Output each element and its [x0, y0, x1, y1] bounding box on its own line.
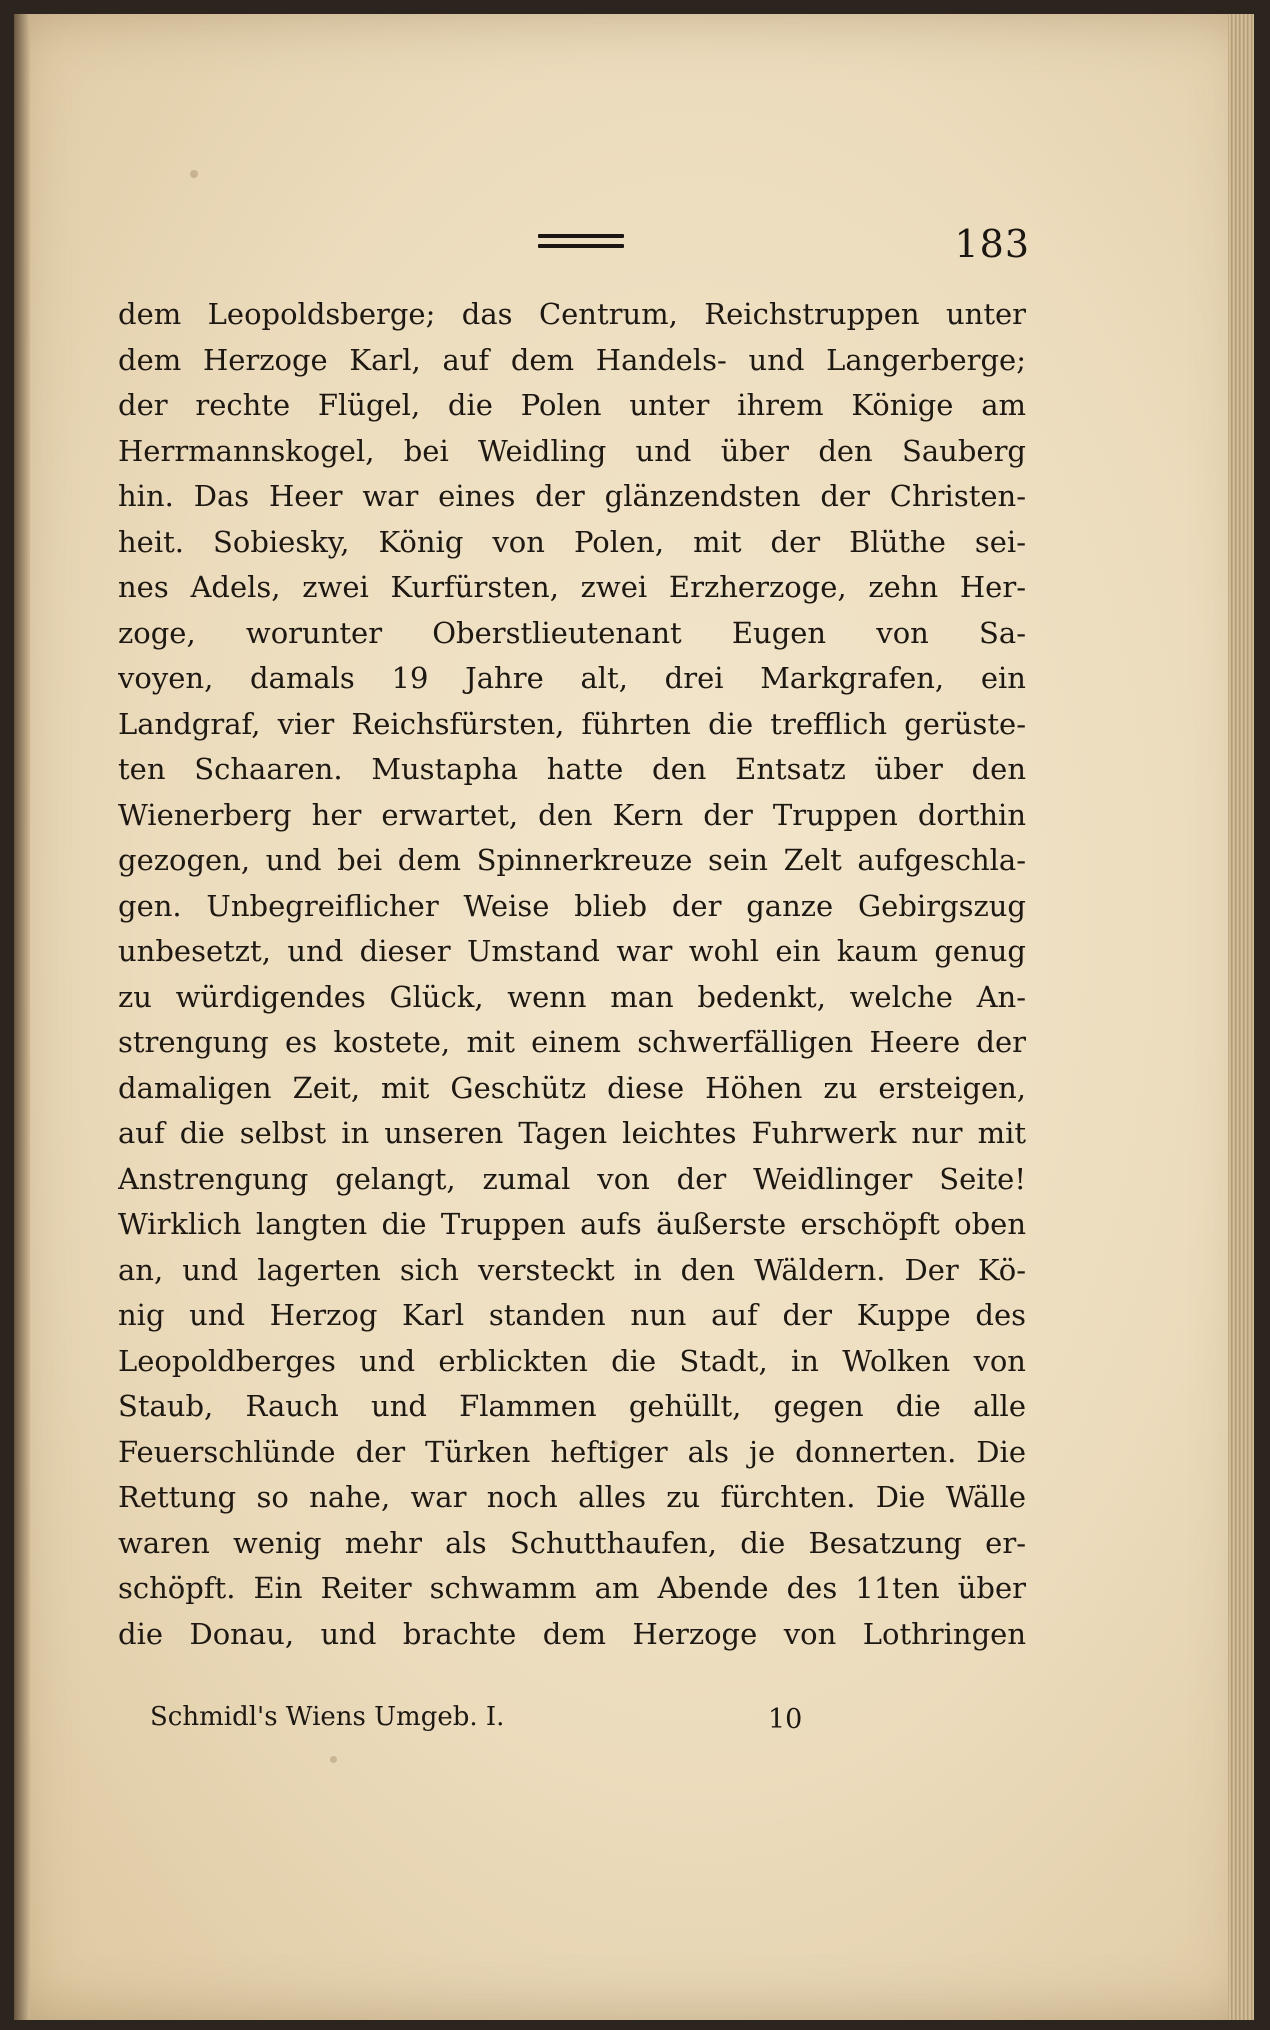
paper-spot: [330, 1756, 337, 1763]
text-line: strengung es kostete, mit einem schwerfälligen Heere der: [118, 1025, 1026, 1059]
text-line: Anstrengung gelangt, zumal von der Weidlinger Seite!: [118, 1161, 1026, 1196]
page-edges: [1228, 14, 1254, 2020]
text-line: nig und Herzog Karl standen nun auf der Kuppe des: [118, 1298, 1026, 1332]
text-line: Feuerschlünde der Türken heftiger als je donnerten. Die: [118, 1434, 1026, 1469]
text-line: hin. Das Heer war eines der glänzendsten der Christen-: [118, 479, 1026, 513]
text-line: zu würdigendes Glück, wenn man bedenkt, welche An-: [118, 979, 1026, 1014]
text-line: Rettung so nahe, war noch alles zu fürchten. Die Wälle: [118, 1480, 1026, 1514]
text-line: heit. Sobiesky, König von Polen, mit der Blüthe sei-: [118, 524, 1026, 559]
text-line: Wirklich langten die Truppen aufs äußerste erschöpft oben: [118, 1207, 1026, 1241]
text-line: unbesetzt, und dieser Umstand war wohl ein kaum genug: [118, 934, 1026, 968]
text-line: der rechte Flügel, die Polen unter ihrem Könige am: [118, 388, 1026, 422]
text-line: die Donau, und brachte dem Herzoge von Lothringen: [118, 1616, 1026, 1651]
page-number: 183: [954, 222, 1030, 266]
footer-signature: Schmidl's Wiens Umgeb. I.: [150, 1702, 505, 1732]
text-line: Herrmannskogel, bei Weidling und über den Sauberg: [118, 433, 1026, 468]
text-line: damaligen Zeit, mit Geschütz diese Höhen zu ersteigen,: [118, 1070, 1026, 1105]
text-line: waren wenig mehr als Schutthaufen, die Besatzung er-: [118, 1525, 1026, 1560]
text-line: auf die selbst in unseren Tagen leichtes Fuhrwerk nur mit: [118, 1116, 1026, 1150]
footer-sheet-number: 10: [768, 1704, 803, 1735]
text-line: nes Adels, zwei Kurfürsten, zwei Erzherzoge, zehn Her-: [118, 570, 1026, 604]
text-line: zoge, worunter Oberstlieutenant Eugen von Sa-: [118, 615, 1026, 650]
page-footer: [118, 1702, 1026, 1742]
text-line: voyen, damals 19 Jahre alt, drei Markgrafen, ein: [118, 661, 1026, 695]
text-line: Staub, Rauch und Flammen gehüllt, gegen die alle: [118, 1389, 1026, 1423]
paper-spot: [190, 170, 198, 178]
text-line: gen. Unbegreiflicher Weise blieb der ganze Gebirgszug: [118, 888, 1026, 923]
text-line: Wienerberg her erwartet, den Kern der Truppen dorthin: [118, 797, 1026, 832]
text-line: Leopoldberges und erblickten die Stadt, in Wolken von: [118, 1343, 1026, 1378]
header-rule: [538, 234, 624, 248]
text-line: dem Herzoge Karl, auf dem Handels- und Langerberge;: [118, 342, 1026, 377]
text-line: ten Schaaren. Mustapha hatte den Entsatz über den: [118, 752, 1026, 786]
text-line: an, und lagerten sich versteckt in den Wäldern. Der Kö-: [118, 1252, 1026, 1287]
text-line: schöpft. Ein Reiter schwamm am Abende des 11ten über: [118, 1571, 1026, 1605]
body-text: [118, 292, 1026, 1657]
page-gutter: [14, 14, 30, 2020]
text-line: gezogen, und bei dem Spinnerkreuze sein Zelt aufgeschla-: [118, 843, 1026, 877]
text-line: Landgraf, vier Reichsfürsten, führten die trefflich gerüste-: [118, 706, 1026, 741]
text-line: dem Leopoldsberge; das Centrum, Reichstruppen unter: [118, 297, 1026, 331]
